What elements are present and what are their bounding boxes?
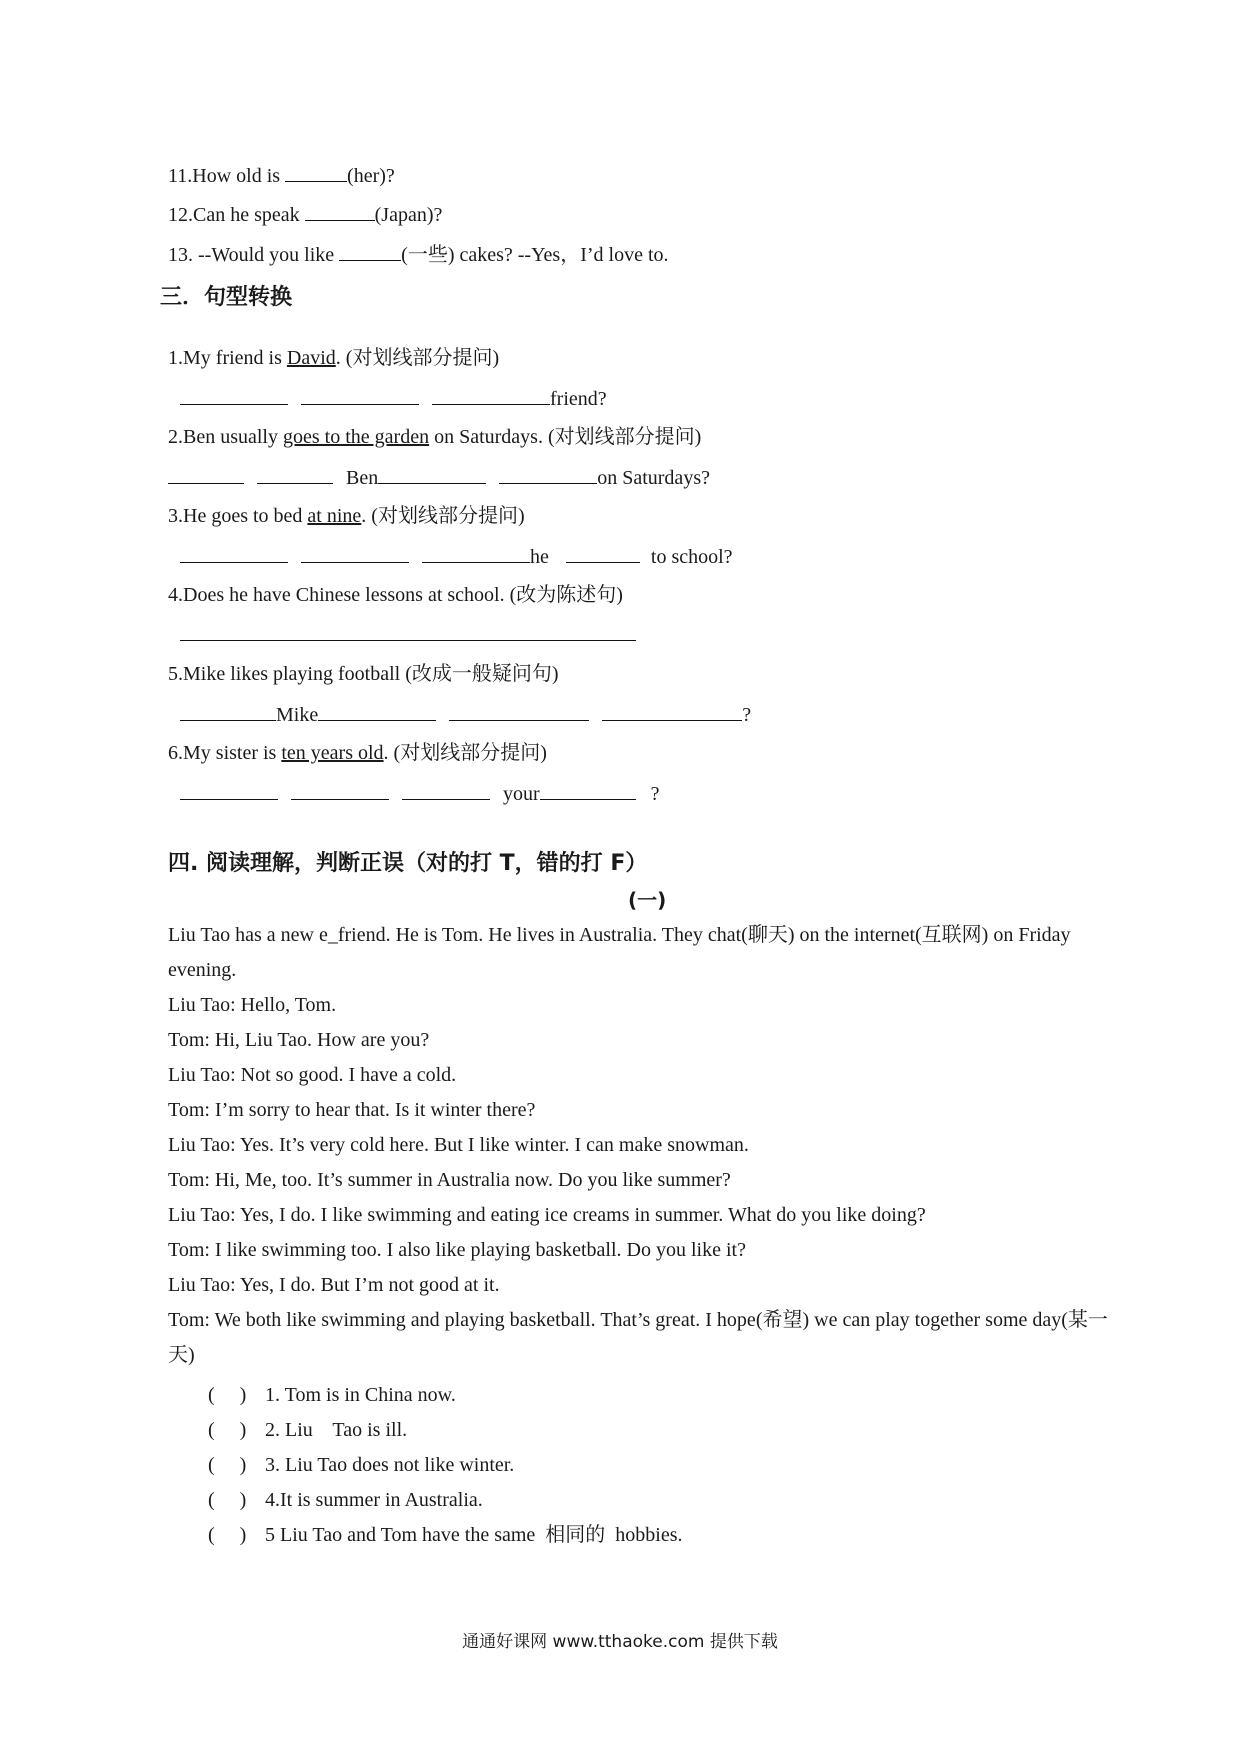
question-5: 5.Mike likes playing football (改成一般疑问句) [168,663,559,685]
answer-paren[interactable]: ( ) [208,1454,247,1476]
dialogue-line: Tom: I like swimming too. I also like playing basketball. Do you like it? [168,1239,746,1261]
answer-blank[interactable] [402,779,490,800]
dialogue-line: Liu Tao: Not so good. I have a cold. [168,1064,457,1086]
passage-intro: Liu Tao has a new e_friend. He is Tom. He lives in Australia. They chat(聊天) on the internet(互联网) on Friday evening. [168,924,1071,981]
question-4: 4.Does he have Chinese lessons at school. (改为陈述句) [168,584,623,606]
underlined-part: David [286,347,336,369]
dialogue-line: Tom: Hi, Liu Tao. How are you? [168,1029,430,1051]
dialogue-line: Tom: Hi, Me, too. It’s summer in Australia now. Do you like summer? [168,1169,731,1191]
answer-blank[interactable] [499,463,597,484]
answer-line-5: Mike ? [180,700,751,728]
answer-blank[interactable] [180,779,278,800]
dialogue-line: Liu Tao: Hello, Tom. [168,994,337,1016]
true-false-item-1: ( ) 1. Tom is in China now. [208,1384,456,1406]
answer-blank[interactable] [305,200,375,221]
question-3: 3.He goes to bed at nine. (对划线部分提问) [168,505,525,527]
underlined-part: goes to the garden [283,426,430,448]
answer-blank[interactable] [422,542,530,563]
true-false-item-3: ( ) 3. Liu Tao does not like winter. [208,1454,515,1476]
fill-item-12: 12.Can he speak (Japan)? [168,200,442,228]
answer-blank[interactable] [318,700,436,721]
answer-blank[interactable] [432,384,550,405]
underlined-part: ten years old [281,742,384,764]
dialogue-line: Tom: I’m sorry to hear that. Is it winter there? [168,1099,536,1121]
answer-line-3: he to school? [180,542,733,570]
dialogue-line: Liu Tao: Yes. It’s very cold here. But I like winter. I can make snowman. [168,1134,749,1156]
true-false-item-5: ( ) 5 Liu Tao and Tom have the same 相同的 hobbies. [208,1524,683,1546]
dialogue-line: Liu Tao: Yes, I do. I like swimming and eating ice creams in summer. What do you like doing? [168,1204,926,1226]
answer-paren[interactable]: ( ) [208,1419,247,1441]
true-false-item-4: ( ) 4.It is summer in Australia. [208,1489,483,1511]
underlined-part: at nine [307,505,362,527]
answer-paren[interactable]: ( ) [208,1384,247,1406]
answer-blank[interactable] [378,463,486,484]
answer-line-6: your ? [180,779,660,807]
answer-blank[interactable] [285,161,347,182]
answer-paren[interactable]: ( ) [208,1489,247,1511]
answer-blank[interactable] [301,542,409,563]
answer-blank[interactable] [180,384,288,405]
answer-blank[interactable] [257,463,333,484]
answer-line-4 [180,620,636,648]
reading-passage [168,918,1128,1373]
fill-item-11: 11.How old is (her)? [168,161,395,189]
section-3-title: 三．句型转换 [160,285,293,310]
answer-blank[interactable] [566,542,640,563]
answer-paren[interactable]: ( ) [208,1524,247,1546]
dialogue-line: Liu Tao: Yes, I do. But I’m not good at it. [168,1274,500,1296]
fill-item-13: 13. --Would you like (一些) cakes? --Yes，I’d love to. [168,240,669,268]
answer-blank[interactable] [339,240,401,261]
dialogue-line: Tom: We both like swimming and playing basketball. That’s great. I hope(希望) we can play together some day(某一天) [168,1309,1108,1366]
answer-blank[interactable] [180,542,288,563]
answer-blank[interactable] [180,620,636,641]
answer-blank[interactable] [301,384,419,405]
answer-line-1: friend? [180,384,607,412]
question-1: 1.My friend is David. (对划线部分提问) [168,347,500,369]
passage-number: (一) [628,888,667,912]
answer-line-2: Ben on Saturdays? [168,463,710,491]
section-4-title: 四. 阅读理解，判断正误（对的打 T，错的打 F） [168,851,648,876]
answer-blank[interactable] [540,779,636,800]
answer-blank[interactable] [291,779,389,800]
question-6: 6.My sister is ten years old. (对划线部分提问) [168,742,547,764]
answer-blank[interactable] [449,700,589,721]
answer-blank[interactable] [602,700,742,721]
question-2: 2.Ben usually goes to the garden on Saturdays. (对划线部分提问) [168,426,702,448]
answer-blank[interactable] [168,463,244,484]
page-footer: 通通好课网 www.tthaoke.com 提供下载 [462,1632,778,1652]
true-false-item-2: ( ) 2. Liu Tao is ill. [208,1419,408,1441]
answer-blank[interactable] [180,700,276,721]
